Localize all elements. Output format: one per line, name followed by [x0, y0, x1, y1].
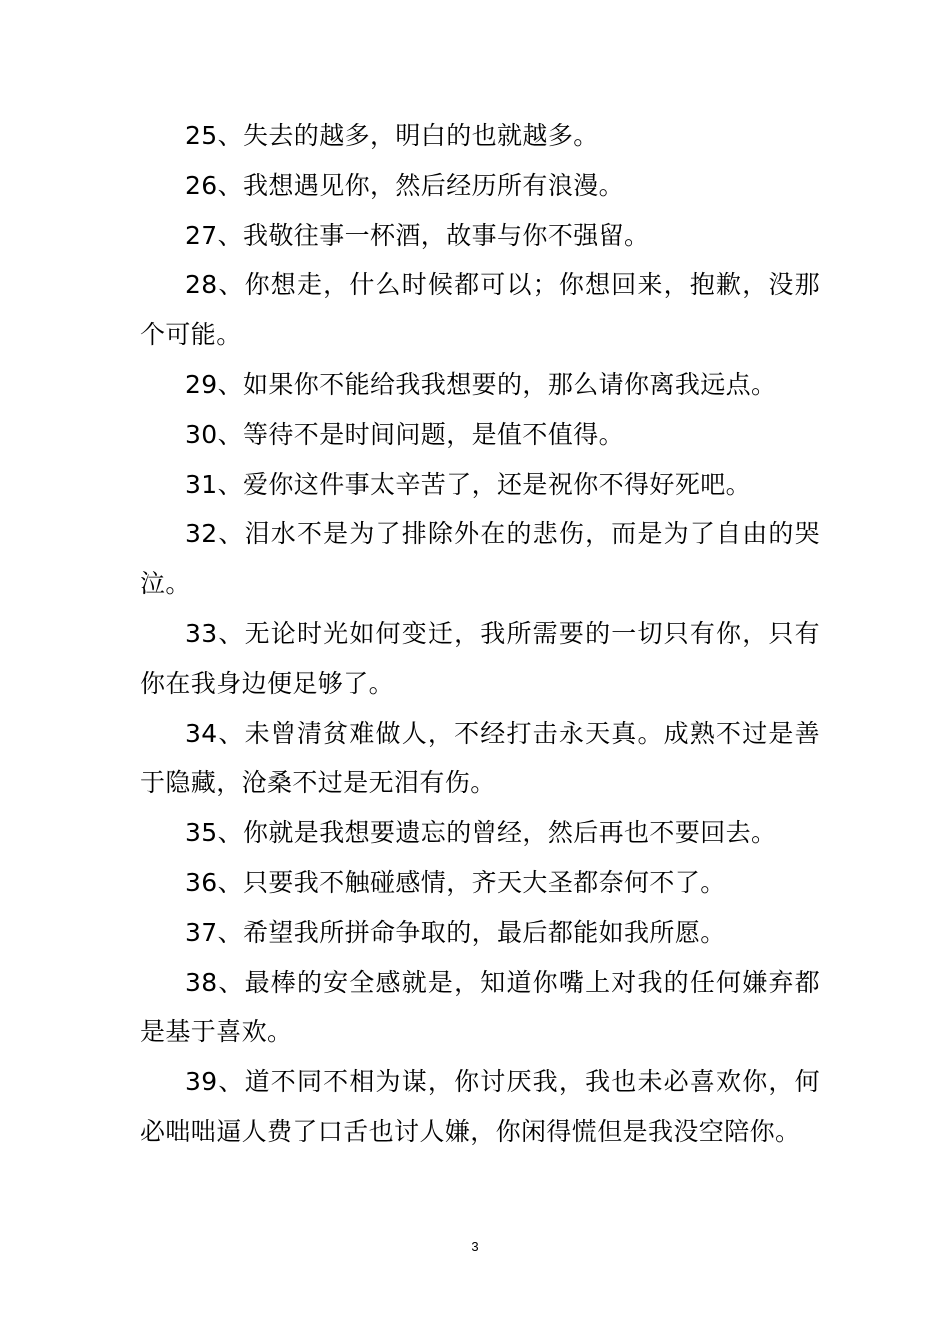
- paragraph-38: 38、最棒的安全感就是，知道你嘴上对我的任何嫌弃都是基于喜欢。: [140, 967, 820, 1047]
- document-body: [140, 111, 820, 1157]
- paragraph-33: 33、无论时光如何变迁，我所需要的一切只有你，只有你在我身边便足够了。: [140, 618, 820, 698]
- paragraph-31: 31、爱你这件事太辛苦了，还是祝你不得好死吧。: [185, 469, 752, 499]
- paragraph-32: 32、泪水不是为了排除外在的悲伤，而是为了自由的哭泣。: [140, 519, 820, 599]
- paragraph-25: 25、失去的越多，明白的也就越多。: [185, 121, 599, 150]
- paragraph-36: 36、只要我不触碰感情，齐天大圣都奈何不了。: [185, 867, 726, 897]
- paragraph-28: 28、你想走，什么时候都可以；你想回来，抱歉，没那个可能。: [140, 270, 820, 350]
- paragraph-34: 34、未曾清贫难做人，不经打击永天真。成熟不过是善于隐藏，沧桑不过是无泪有伤。: [140, 718, 820, 798]
- paragraph-26: 26、我想遇见你，然后经历所有浪漫。: [185, 170, 625, 200]
- page-number: 3: [471, 1239, 479, 1254]
- paragraph-35: 35、你就是我想要遗忘的曾经，然后再也不要回去。: [185, 818, 777, 848]
- paragraph-39: 39、道不同不相为谋，你讨厌我，我也未必喜欢你，何必咄咄逼人费了口舌也讨人嫌，你闲得慌但是我没空陪你。: [140, 1067, 820, 1146]
- paragraph-37: 37、希望我所拼命争取的，最后都能如我所愿。: [185, 917, 726, 947]
- paragraph-27: 27、我敬往事一杯酒，故事与你不强留。: [185, 220, 650, 250]
- paragraph-29: 29、如果你不能给我我想要的，那么请你离我远点。: [185, 369, 777, 399]
- paragraph-30: 30、等待不是时间问题，是值不值得。: [185, 419, 625, 449]
